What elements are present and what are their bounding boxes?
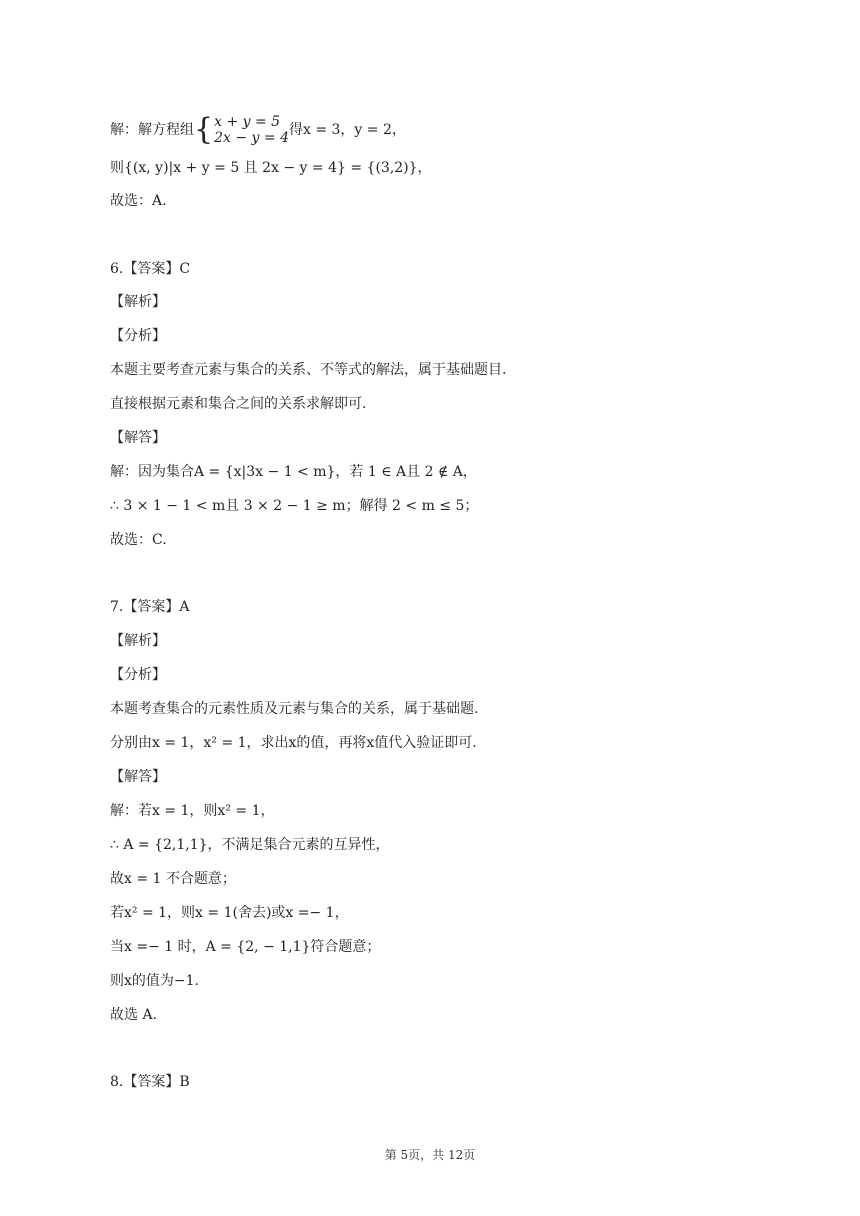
q6-answer: 6.【答案】C [110, 261, 191, 277]
q6-solution-line-2: ∴ 3 × 1 − 1 < m且 3 × 2 − 1 ≥ m；解得 2 < m ≤ 5； [110, 498, 479, 514]
system-row-2: 2x − y = 4 [214, 130, 289, 146]
q7-jieda-heading: 【解答】 [110, 769, 166, 785]
system-row-1: x + y = 5 [214, 114, 281, 130]
choose-line: 故选：A. [110, 193, 167, 209]
q6-fenxi-line-1: 本题主要考查元素与集合的关系、不等式的解法，属于基础题目. [110, 362, 507, 378]
q6-fenxi-heading: 【分析】 [110, 328, 166, 344]
q7-solution-line-1: 解：若x = 1，则x² = 1， [110, 803, 275, 819]
q6-fenxi-line-2: 直接根据元素和集合之间的关系求解即可. [110, 396, 367, 412]
solve-prefix: 解：解方程组 [110, 122, 194, 138]
then-line: 则{(x, y)|x + y = 5 且 2x − y = 4} = {(3,2)}， [110, 160, 432, 176]
q7-solution-line-7: 故选 A. [110, 1007, 158, 1023]
q7-fenxi-line-1: 本题考查集合的元素性质及元素与集合的关系，属于基础题. [110, 701, 479, 717]
q7-solution-line-3: 故x = 1 不合题意； [110, 871, 236, 887]
q7-solution-line-6: 则x的值为−1. [110, 973, 199, 989]
q7-solution-line-2: ∴ A = {2,1,1}，不满足集合元素的互异性， [110, 837, 390, 853]
q7-solution-line-4: 若x² = 1，则x = 1(舍去)或x =− 1， [110, 905, 349, 921]
q8-answer: 8.【答案】B [110, 1074, 190, 1090]
q6-jieda-heading: 【解答】 [110, 430, 166, 446]
q7-fenxi-heading: 【分析】 [110, 667, 166, 683]
solve-system-line [110, 114, 406, 146]
system-brace: { [194, 112, 214, 147]
q7-analysis-heading: 【解析】 [110, 633, 166, 649]
q6-solution-line-1: 解：因为集合A = {x|3x − 1 < m}，若 1 ∈ A且 2 ∉ A， [110, 464, 477, 480]
q7-answer: 7.【答案】A [110, 599, 190, 615]
q7-solution-line-5: 当x =− 1 时，A = {2, − 1,1}符合题意； [110, 939, 381, 955]
equation-system [194, 114, 289, 146]
q7-fenxi-line-2: 分别由x = 1，x² = 1，求出x的值，再将x值代入验证即可. [110, 735, 477, 751]
q6-analysis-heading: 【解析】 [110, 294, 166, 310]
solve-suffix: 得x = 3，y = 2， [288, 122, 406, 138]
page-footer: 第 5页，共 12页 [384, 1148, 476, 1162]
q6-solution-line-3: 故选：C. [110, 532, 167, 548]
